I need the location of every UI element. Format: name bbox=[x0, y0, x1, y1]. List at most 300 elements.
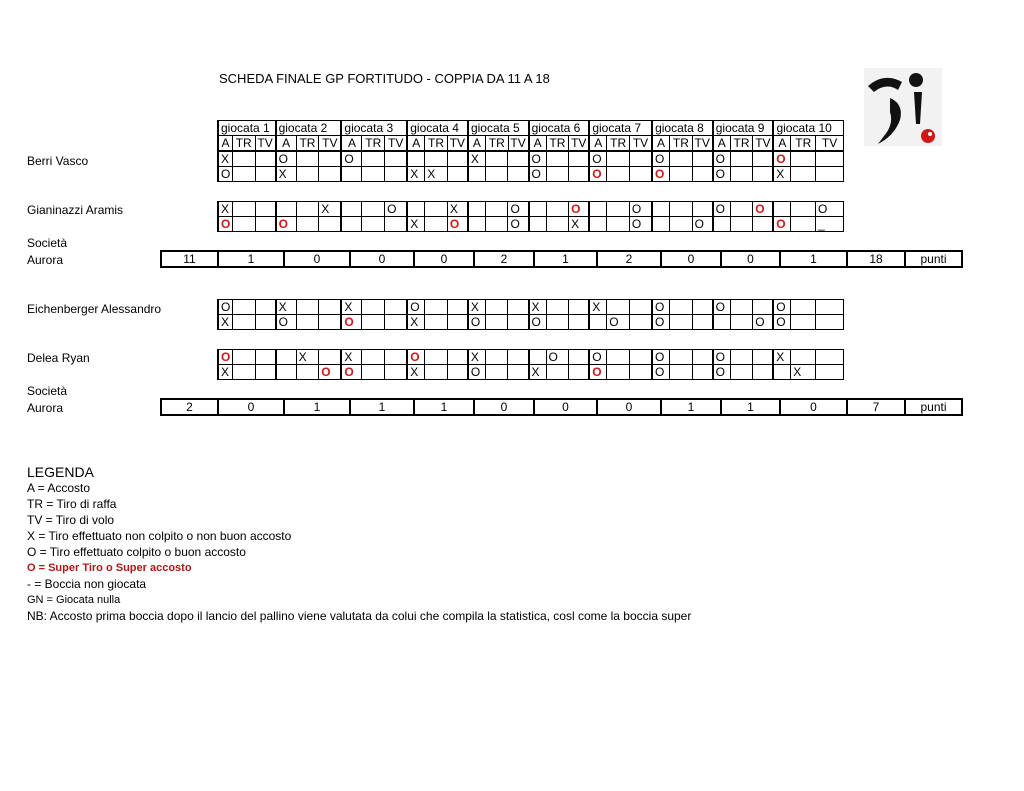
shot-cell bbox=[407, 152, 424, 167]
shot-cell: O bbox=[773, 300, 790, 315]
shot-cell bbox=[508, 365, 529, 380]
shot-cell bbox=[485, 167, 508, 182]
shot-cell bbox=[607, 217, 630, 232]
shot-cell bbox=[815, 350, 843, 365]
shot-cell: X bbox=[319, 202, 342, 217]
shot-cell bbox=[296, 300, 319, 315]
shot-cell bbox=[569, 300, 590, 315]
shot-cell: O bbox=[407, 300, 424, 315]
shot-cell: O bbox=[447, 217, 468, 232]
sub-header: TV bbox=[255, 136, 276, 151]
shot-cell bbox=[669, 365, 692, 380]
shot-cell: O bbox=[529, 315, 546, 330]
shot-cell bbox=[385, 300, 408, 315]
shot-cell: O bbox=[407, 350, 424, 365]
score-cell: 0 bbox=[661, 251, 721, 267]
shot-cell bbox=[730, 350, 753, 365]
legend bbox=[27, 464, 691, 624]
shot-cell bbox=[692, 300, 713, 315]
shot-cell bbox=[319, 315, 342, 330]
sub-header: TR bbox=[425, 136, 448, 151]
shot-cell: O bbox=[529, 152, 546, 167]
shot-cell: O bbox=[589, 152, 606, 167]
shot-cell bbox=[692, 167, 713, 182]
shot-cell: O bbox=[652, 365, 669, 380]
sub-header: A bbox=[589, 136, 606, 151]
shot-cell bbox=[362, 217, 385, 232]
score-cell: 0 bbox=[414, 251, 474, 267]
shot-cell bbox=[546, 315, 569, 330]
shot-cell bbox=[255, 350, 276, 365]
shot-cell bbox=[546, 365, 569, 380]
giocata-header: giocata 2 bbox=[276, 121, 342, 136]
shot-cell: O bbox=[652, 350, 669, 365]
shot-cell bbox=[232, 217, 255, 232]
shot-cell bbox=[276, 202, 297, 217]
shot-cell bbox=[730, 152, 753, 167]
shot-cell bbox=[815, 167, 843, 182]
shot-cell: O bbox=[713, 152, 730, 167]
shot-cell: O bbox=[341, 365, 362, 380]
sub-header: A bbox=[407, 136, 424, 151]
sub-header: TV bbox=[569, 136, 590, 151]
score-cell: 2 bbox=[474, 251, 534, 267]
shot-cell: O bbox=[218, 350, 232, 365]
shot-cell bbox=[529, 217, 546, 232]
legend-item-super: O = Super Tiro o Super accosto bbox=[27, 562, 192, 574]
shot-cell: O bbox=[341, 152, 362, 167]
shot-cell: O bbox=[753, 202, 774, 217]
shot-cell bbox=[569, 167, 590, 182]
shot-cell: O bbox=[773, 315, 790, 330]
shot-cell: X bbox=[468, 350, 485, 365]
shot-cell bbox=[607, 365, 630, 380]
shot-cell: X bbox=[425, 167, 448, 182]
shot-cell bbox=[791, 217, 816, 232]
score-cell: 1 bbox=[350, 399, 414, 415]
shot-cell bbox=[255, 167, 276, 182]
shot-cell: O bbox=[508, 217, 529, 232]
shot-cell bbox=[629, 167, 652, 182]
shot-cell bbox=[447, 167, 468, 182]
player-name: Eichenberger Alessandro bbox=[27, 302, 162, 316]
legend-item: TR = Tiro di raffa bbox=[27, 497, 117, 511]
player-grid bbox=[217, 349, 844, 380]
score-cell: 1 bbox=[218, 251, 284, 267]
legend-item: GN = Giocata nulla bbox=[27, 594, 121, 606]
shot-cell bbox=[791, 350, 816, 365]
sub-header: TR bbox=[296, 136, 319, 151]
shot-cell bbox=[296, 202, 319, 217]
shot-cell bbox=[447, 152, 468, 167]
shot-cell bbox=[546, 152, 569, 167]
shot-cell: O bbox=[753, 315, 774, 330]
shot-cell: O bbox=[652, 300, 669, 315]
shot-cell bbox=[485, 217, 508, 232]
shot-cell: O bbox=[218, 300, 232, 315]
shot-cell bbox=[255, 152, 276, 167]
shot-cell: X bbox=[773, 167, 790, 182]
sub-header: A bbox=[276, 136, 297, 151]
score-row bbox=[160, 250, 963, 268]
shot-cell bbox=[730, 217, 753, 232]
shot-cell bbox=[546, 300, 569, 315]
sub-header: TR bbox=[791, 136, 816, 151]
giocata-header: giocata 4 bbox=[407, 121, 468, 136]
shot-cell bbox=[669, 217, 692, 232]
shot-cell bbox=[753, 300, 774, 315]
sub-header: TV bbox=[692, 136, 713, 151]
shot-cell bbox=[362, 152, 385, 167]
shot-cell: O bbox=[589, 350, 606, 365]
shot-cell: X bbox=[468, 300, 485, 315]
shot-cell: X bbox=[218, 365, 232, 380]
shot-cell: X bbox=[468, 152, 485, 167]
shot-cell bbox=[629, 152, 652, 167]
score-cell: 18 bbox=[847, 251, 905, 267]
shot-cell bbox=[791, 315, 816, 330]
shot-cell bbox=[546, 217, 569, 232]
shot-cell bbox=[589, 217, 606, 232]
shot-cell bbox=[669, 300, 692, 315]
sub-header: A bbox=[218, 136, 232, 151]
shot-cell bbox=[255, 202, 276, 217]
shot-cell bbox=[232, 350, 255, 365]
giocata-header: giocata 7 bbox=[589, 121, 652, 136]
shot-cell: X bbox=[529, 365, 546, 380]
shot-cell bbox=[385, 350, 408, 365]
shot-cell bbox=[362, 167, 385, 182]
shot-cell bbox=[276, 365, 297, 380]
page-title: SCHEDA FINALE GP FORTITUDO - COPPIA DA 11 A 18 bbox=[219, 71, 550, 86]
shot-cell bbox=[815, 315, 843, 330]
shot-cell bbox=[232, 202, 255, 217]
shot-cell bbox=[669, 152, 692, 167]
shot-cell bbox=[425, 315, 448, 330]
shot-cell bbox=[255, 217, 276, 232]
shot-cell bbox=[232, 152, 255, 167]
shot-cell: O bbox=[607, 315, 630, 330]
shot-cell bbox=[508, 300, 529, 315]
shot-cell: O bbox=[773, 217, 790, 232]
sub-header: TR bbox=[670, 136, 693, 151]
shot-cell bbox=[508, 350, 529, 365]
shot-cell bbox=[468, 202, 485, 217]
bocce-logo bbox=[864, 68, 942, 146]
legend-title: LEGENDA bbox=[27, 464, 94, 480]
sub-header: TV bbox=[385, 136, 408, 151]
shot-cell bbox=[485, 315, 508, 330]
score-row bbox=[160, 398, 963, 416]
score-cell: 0 bbox=[284, 251, 350, 267]
shot-cell bbox=[692, 350, 713, 365]
shot-cell bbox=[296, 365, 319, 380]
societa-label: Società bbox=[27, 384, 68, 398]
shot-cell bbox=[791, 167, 816, 182]
shot-cell bbox=[773, 365, 790, 380]
shot-cell: X bbox=[407, 315, 424, 330]
giocata-header: giocata 3 bbox=[341, 121, 407, 136]
sub-header: TR bbox=[232, 136, 255, 151]
shot-cell: O bbox=[546, 350, 569, 365]
shot-cell bbox=[485, 365, 508, 380]
score-cell: 1 bbox=[780, 251, 847, 267]
shot-cell bbox=[529, 202, 546, 217]
shot-cell bbox=[485, 300, 508, 315]
sub-header: A bbox=[529, 136, 546, 151]
shot-cell bbox=[362, 365, 385, 380]
shot-cell: O bbox=[652, 167, 669, 182]
shot-cell: O bbox=[468, 365, 485, 380]
shot-cell bbox=[362, 315, 385, 330]
shot-cell: X bbox=[218, 152, 232, 167]
player-grid bbox=[217, 201, 844, 232]
shot-cell: O bbox=[692, 217, 713, 232]
score-cell: punti bbox=[905, 399, 962, 415]
shot-cell: O bbox=[629, 202, 652, 217]
shot-cell bbox=[447, 350, 468, 365]
score-cell: 0 bbox=[780, 399, 847, 415]
score-cell: 0 bbox=[597, 399, 661, 415]
shot-cell bbox=[255, 300, 276, 315]
shot-cell bbox=[669, 315, 692, 330]
shot-cell bbox=[529, 350, 546, 365]
shot-cell: O bbox=[713, 167, 730, 182]
shot-cell: X bbox=[276, 300, 297, 315]
score-cell: 1 bbox=[661, 399, 721, 415]
shot-cell bbox=[255, 365, 276, 380]
shot-cell bbox=[232, 315, 255, 330]
score-cell: 1 bbox=[721, 399, 780, 415]
shot-cell: O bbox=[508, 202, 529, 217]
sub-header: TR bbox=[607, 136, 630, 151]
shot-cell bbox=[468, 167, 485, 182]
shot-cell bbox=[296, 152, 319, 167]
shot-cell bbox=[385, 152, 408, 167]
sub-header: TR bbox=[546, 136, 569, 151]
shot-cell bbox=[296, 217, 319, 232]
shot-cell: X bbox=[296, 350, 319, 365]
score-cell: 1 bbox=[284, 399, 350, 415]
shot-cell bbox=[425, 350, 448, 365]
shot-cell: X bbox=[529, 300, 546, 315]
shot-cell bbox=[815, 152, 843, 167]
giocata-header: giocata 8 bbox=[652, 121, 713, 136]
shot-cell bbox=[407, 202, 424, 217]
shot-cell bbox=[385, 167, 408, 182]
giocata-header: giocata 9 bbox=[713, 121, 774, 136]
shot-cell: O bbox=[629, 217, 652, 232]
shot-cell bbox=[276, 350, 297, 365]
shot-cell bbox=[319, 300, 342, 315]
shot-cell bbox=[589, 315, 606, 330]
sub-header: TV bbox=[319, 136, 342, 151]
shot-cell: O bbox=[218, 217, 232, 232]
shot-cell bbox=[730, 365, 753, 380]
score-cell: punti bbox=[905, 251, 962, 267]
shot-cell bbox=[296, 315, 319, 330]
shot-cell: X bbox=[341, 350, 362, 365]
team-name: Aurora bbox=[27, 253, 64, 267]
shot-cell: O bbox=[276, 315, 297, 330]
shot-cell: O bbox=[652, 315, 669, 330]
shot-cell bbox=[319, 167, 342, 182]
shot-cell: X bbox=[407, 217, 424, 232]
shot-cell bbox=[607, 167, 630, 182]
shot-cell bbox=[485, 202, 508, 217]
sub-header: A bbox=[468, 136, 485, 151]
score-cell: 0 bbox=[534, 399, 597, 415]
giocata-header: giocata 10 bbox=[773, 121, 843, 136]
shot-cell bbox=[607, 202, 630, 217]
shot-cell bbox=[629, 365, 652, 380]
shot-cell bbox=[385, 217, 408, 232]
shot-cell bbox=[669, 350, 692, 365]
shot-cell bbox=[319, 217, 342, 232]
score-cell: 0 bbox=[218, 399, 284, 415]
shot-cell bbox=[485, 350, 508, 365]
shot-cell: O bbox=[341, 315, 362, 330]
legend-item: A = Accosto bbox=[27, 481, 91, 495]
shot-cell bbox=[468, 217, 485, 232]
shot-cell bbox=[730, 202, 753, 217]
sub-header: A bbox=[341, 136, 362, 151]
shot-cell: X bbox=[407, 365, 424, 380]
shot-cell bbox=[753, 365, 774, 380]
shot-cell bbox=[692, 152, 713, 167]
legend-item: O = Tiro effettuato colpito o buon accosto bbox=[27, 545, 246, 559]
score-cell: 0 bbox=[474, 399, 534, 415]
shot-cell: X bbox=[276, 167, 297, 182]
shot-cell: X bbox=[218, 315, 232, 330]
giocata-header: giocata 6 bbox=[529, 121, 590, 136]
score-cell: 1 bbox=[414, 399, 474, 415]
shot-cell: X bbox=[773, 350, 790, 365]
shot-cell bbox=[485, 152, 508, 167]
shot-cell bbox=[815, 365, 843, 380]
shot-cell: X bbox=[447, 202, 468, 217]
shot-cell: O bbox=[713, 350, 730, 365]
shot-cell bbox=[508, 167, 529, 182]
shot-cell bbox=[791, 202, 816, 217]
shot-cell bbox=[753, 350, 774, 365]
shot-cell bbox=[607, 152, 630, 167]
score-cell: 7 bbox=[847, 399, 905, 415]
sub-header: TV bbox=[447, 136, 468, 151]
shot-cell bbox=[629, 315, 652, 330]
shot-cell bbox=[669, 167, 692, 182]
shot-cell bbox=[815, 300, 843, 315]
shot-cell bbox=[319, 152, 342, 167]
player-name: Berri Vasco bbox=[27, 154, 89, 168]
shot-cell bbox=[569, 350, 590, 365]
legend-item: TV = Tiro di volo bbox=[27, 513, 115, 527]
shot-cell: X bbox=[407, 167, 424, 182]
score-cell: 11 bbox=[161, 251, 218, 267]
shot-cell: O bbox=[529, 167, 546, 182]
sub-header: TR bbox=[485, 136, 508, 151]
shot-cell: X bbox=[218, 202, 232, 217]
shot-cell bbox=[232, 365, 255, 380]
shot-cell bbox=[730, 300, 753, 315]
shot-cell bbox=[425, 202, 448, 217]
shot-cell: O bbox=[713, 300, 730, 315]
shot-cell bbox=[692, 202, 713, 217]
shot-cell bbox=[629, 300, 652, 315]
score-cell: 2 bbox=[597, 251, 661, 267]
shot-cell: O bbox=[319, 365, 342, 380]
score-cell: 1 bbox=[534, 251, 597, 267]
shot-cell bbox=[692, 315, 713, 330]
shot-cell: O bbox=[385, 202, 408, 217]
shot-cell bbox=[255, 315, 276, 330]
player-name: Delea Ryan bbox=[27, 351, 90, 365]
sub-header: A bbox=[773, 136, 790, 151]
shot-cell bbox=[791, 152, 816, 167]
shot-cell bbox=[607, 350, 630, 365]
shot-cell bbox=[652, 202, 669, 217]
shot-cell: O bbox=[218, 167, 232, 182]
shot-cell bbox=[425, 300, 448, 315]
shot-cell bbox=[773, 202, 790, 217]
shot-cell bbox=[447, 365, 468, 380]
shot-cell bbox=[296, 167, 319, 182]
shot-cell bbox=[629, 350, 652, 365]
shot-cell bbox=[730, 167, 753, 182]
shot-cell bbox=[753, 152, 774, 167]
shot-cell bbox=[692, 365, 713, 380]
shot-cell bbox=[546, 167, 569, 182]
shot-cell bbox=[569, 315, 590, 330]
legend-item: - = Boccia non giocata bbox=[27, 577, 147, 591]
shot-cell bbox=[447, 300, 468, 315]
societa-label: Società bbox=[27, 236, 68, 250]
score-cell: 0 bbox=[721, 251, 780, 267]
shot-cell bbox=[385, 365, 408, 380]
shot-cell: X bbox=[589, 300, 606, 315]
shot-cell bbox=[508, 315, 529, 330]
shot-cell bbox=[713, 217, 730, 232]
shot-cell bbox=[652, 217, 669, 232]
score-cell: 0 bbox=[350, 251, 414, 267]
sub-header: A bbox=[713, 136, 730, 151]
shot-cell bbox=[362, 300, 385, 315]
shot-cell bbox=[569, 365, 590, 380]
shot-cell bbox=[447, 315, 468, 330]
sub-header: TV bbox=[629, 136, 652, 151]
player-grid bbox=[217, 151, 844, 182]
shot-cell: O bbox=[589, 167, 606, 182]
giocate-header bbox=[217, 120, 844, 151]
shot-cell bbox=[589, 202, 606, 217]
shot-cell bbox=[730, 315, 753, 330]
shot-cell: O bbox=[276, 217, 297, 232]
sub-header: TV bbox=[508, 136, 529, 151]
sub-header: TR bbox=[362, 136, 385, 151]
legend-note: NB: Accosto prima boccia dopo il lancio del pallino viene valutata da colui che compila la statistica, cosl come la boccia super bbox=[27, 609, 692, 623]
shot-cell: X bbox=[341, 300, 362, 315]
legend-item: X = Tiro effettuato non colpito o non buon accosto bbox=[27, 529, 292, 543]
shot-cell: O bbox=[276, 152, 297, 167]
shot-cell bbox=[546, 202, 569, 217]
shot-cell bbox=[669, 202, 692, 217]
shot-cell bbox=[425, 152, 448, 167]
shot-cell bbox=[713, 315, 730, 330]
sub-header: A bbox=[652, 136, 669, 151]
shot-cell bbox=[753, 217, 774, 232]
shot-cell bbox=[607, 300, 630, 315]
shot-cell bbox=[791, 300, 816, 315]
